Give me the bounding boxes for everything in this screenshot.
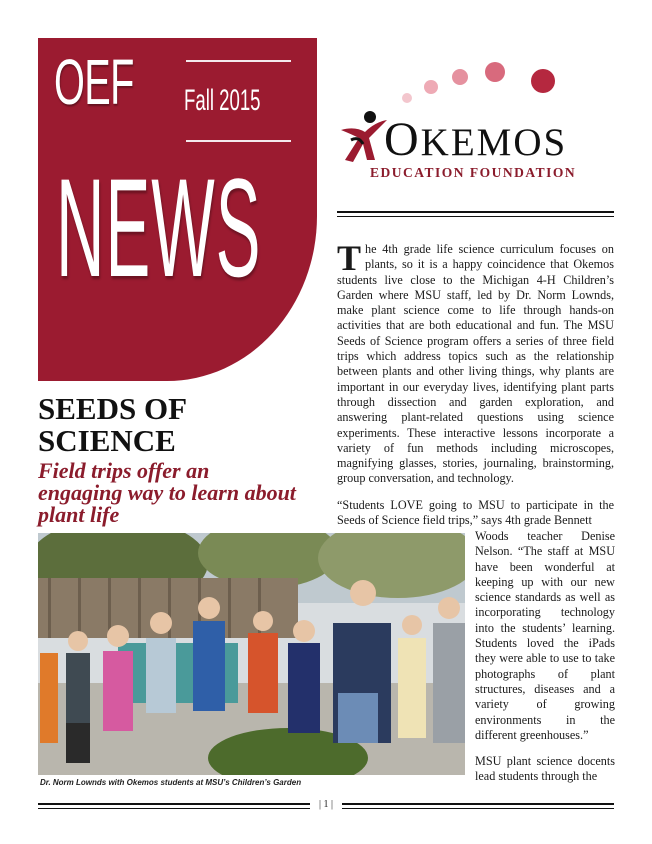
students-garden-photo xyxy=(38,533,465,775)
masthead-title: NEWS xyxy=(56,149,262,306)
article-body-intro xyxy=(337,238,614,487)
issue-date: Fall 2015 xyxy=(184,84,261,117)
headline-line-1: SEEDS OF xyxy=(38,391,188,426)
masthead-line-top xyxy=(186,60,291,62)
footer-rule-right-thick xyxy=(342,803,614,805)
quote-body: Woods teacher Denise Nelson. “The staff at MSU have been wonderful at keeping up with our new science standards as well as incorporating technology into the students’ learning. Students loved the iPads they were able to use to take photographs of plant structures, diseases and a variety of growing environments in the different greenhouses.” xyxy=(475,529,615,742)
logo-person-icon xyxy=(337,108,389,168)
drop-cap: T xyxy=(337,238,362,278)
logo-initial: O xyxy=(384,113,421,166)
logo-dots-icon xyxy=(395,60,565,110)
rule-top-thin xyxy=(337,216,614,217)
logo-subtitle: EDUCATION FOUNDATION xyxy=(370,165,577,180)
page-number: | 1 | xyxy=(318,799,333,810)
article-headline xyxy=(38,393,298,457)
quote-intro: “Students LOVE going to MSU to participate in the Seeds of Science field trips,” says 4th grade Bennett xyxy=(337,498,614,528)
footer-rule-right-thin xyxy=(342,808,614,809)
masthead-line-bottom xyxy=(186,140,291,142)
logo-wordmark xyxy=(384,112,567,167)
headline-line-2: SCIENCE xyxy=(38,423,176,458)
article-subhead: Field trips offer an engaging way to learn about plant life xyxy=(38,458,296,527)
masthead-block xyxy=(38,38,317,381)
masthead-brand: OEF xyxy=(54,46,134,118)
photo-caption: Dr. Norm Lownds with Okemos students at MSU’s Children’s Garden xyxy=(40,778,302,787)
paragraph-1: he 4th grade life science curriculum focuses on plants, so it is a happy coincidence that Okemos students live close to the Michigan 4-H Children’s Garden where MSU staff, led by Dr. Norm Lownds, make plant science come to life through hands-on activities that are both educational and fun. The MSU Seeds of Science program offers a series of three field trips which address topics such as the relationship between plants and other living things, why plants are important in our everyday lives, identifying plant parts through dissection and garden exploration, and answering plant-related questions using science experiments. These interactive lessons incorporate a variety of fun methods including microscopes, magnifying glasses, stories, journaling, brainstorming, group conversation, and technology. xyxy=(337,242,614,486)
logo-word-rest: KEMOS xyxy=(420,121,568,164)
footer-rule-left-thick xyxy=(38,803,310,805)
footer-rule-left-thin xyxy=(38,808,310,809)
rule-top-thick xyxy=(337,211,614,213)
paragraph-3: MSU plant science docents lead students through the xyxy=(475,754,615,784)
